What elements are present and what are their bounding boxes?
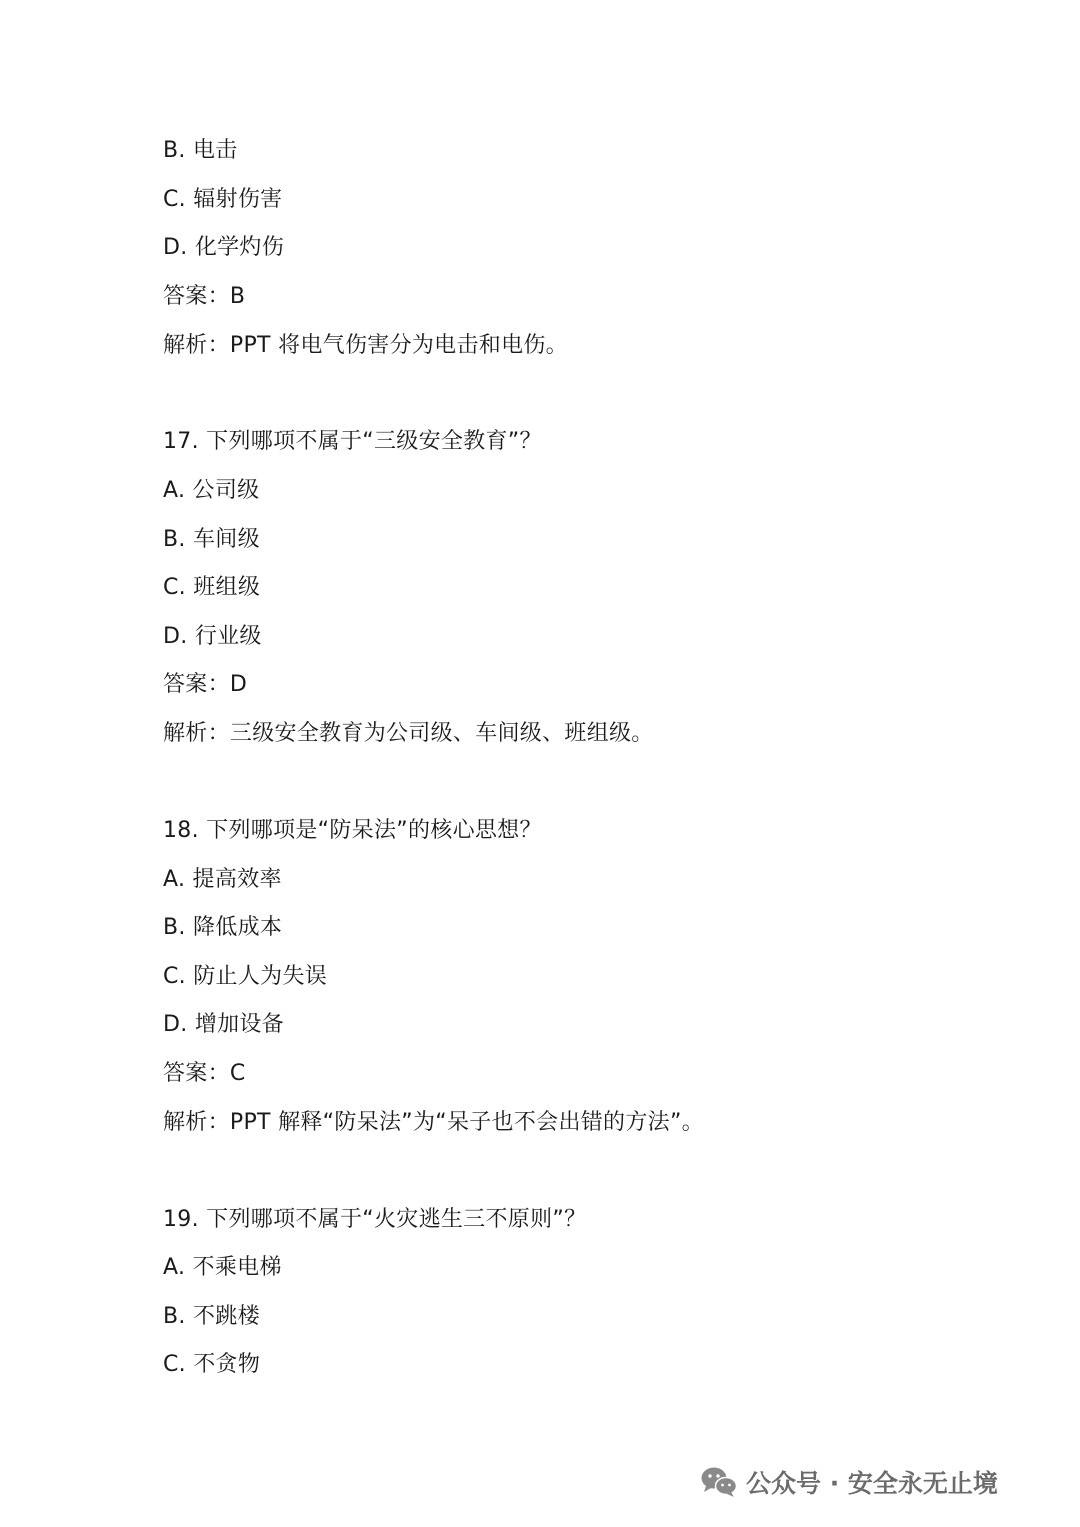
option-17-a: A. 公司级 [163, 478, 260, 503]
option-16-c: C. 辐射伤害 [163, 187, 283, 212]
explanation-18: 解析：PPT 解释“防呆法”为“呆子也不会出错的方法”。 [163, 1110, 704, 1135]
option-18-b: B. 降低成本 [163, 915, 283, 940]
option-16-d: D. 化学灼伤 [163, 235, 285, 260]
answer-16: 答案：B [163, 284, 246, 309]
watermark-text: 公众号 · 安全永无止境 [746, 1469, 998, 1498]
question-17: 17. 下列哪项不属于“三级安全教育”？ [163, 429, 542, 454]
watermark [700, 1462, 998, 1502]
answer-17: 答案：D [163, 672, 248, 697]
question-19: 19. 下列哪项不属于“火灾逃生三不原则”？ [163, 1207, 587, 1232]
explanation-17: 解析：三级安全教育为公司级、车间级、班组级。 [163, 721, 654, 746]
wechat-icon [700, 1466, 738, 1498]
option-19-a: A. 不乘电梯 [163, 1255, 282, 1280]
option-19-b: B. 不跳楼 [163, 1304, 260, 1329]
option-16-b: B. 电击 [163, 138, 238, 163]
explanation-16: 解析：PPT 将电气伤害分为电击和电伤。 [163, 333, 568, 358]
option-18-d: D. 增加设备 [163, 1012, 285, 1037]
option-17-d: D. 行业级 [163, 624, 262, 649]
option-19-c: C. 不贪物 [163, 1352, 261, 1377]
option-18-a: A. 提高效率 [163, 867, 282, 892]
option-18-c: C. 防止人为失误 [163, 964, 328, 989]
answer-18: 答案：C [163, 1061, 246, 1086]
option-17-b: B. 车间级 [163, 527, 260, 552]
option-17-c: C. 班组级 [163, 575, 261, 600]
question-18: 18. 下列哪项是“防呆法”的核心思想？ [163, 818, 542, 843]
